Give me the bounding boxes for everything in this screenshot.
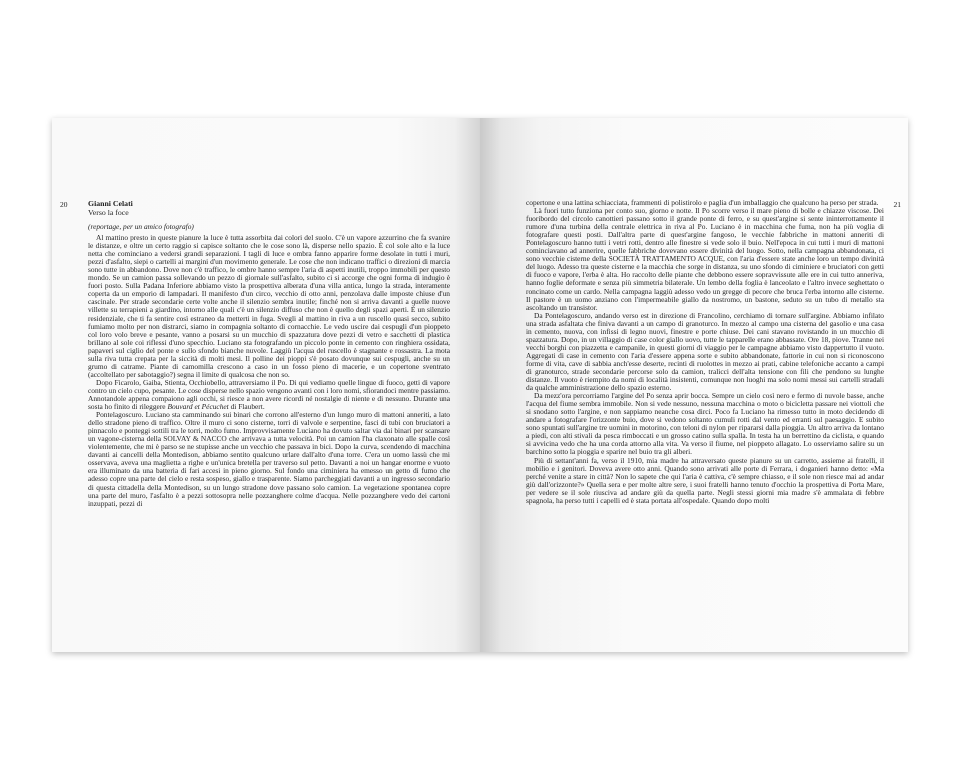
right-page — [480, 118, 908, 652]
article-subtitle: (reportage, per un amico fotografo) — [88, 222, 194, 231]
paragraph: Da mezz'ora percorriamo l'argine del Po senza aprir bocca. Sempre un cielo così nero e fermo di nuvole basse, anche l'acqua del fiume sembra immobile. Non si vede nessuno, nessuna macchina o moto o bicicletta passare nei viottoli che si snodano sotto l'argine, e non sappiamo neanche cosa dirci. Poco fa Luciano ha rimesso tutto in moto decidendo di andare a fotografare l'orizzonte buio, dove si vedono soltanto cumuli rotti dal vento ed erranti sul paesaggio. E subito sono spuntati sull'argine tre uomini in motorino, con teloni di nylon per ripararsi dalla pioggia. Un altro arriva da lontano a piedi, con alti stivali da pesca rimboccati e un grosso catino sulla spalla. In testa ha un berrettino da ciclista, e quando si avvicina vedo che ha una corda attorno alla vita. Va verso il fiume, nel pioppeto allagato. Lo osserviamo salire su un barchino sotto la pioggia e sparire nel buio tra gli alberi. — [526, 391, 884, 457]
book-reference-tail: di Flaubert. — [228, 402, 265, 412]
paragraph-text: Dopo Ficarolo, Gaiba, Stienta, Occhiobello, attraversiamo il Po. Di qui vediamo quelle lingue di fuoco, getti di vapore contro un cielo cupo, pesante. Le cose disperse nello spazio vengono avanti con i loro nomi, sfiorandoci mentre passiamo. Annotandole appena compaiono agli occhi, si riesce a non avere ricordi né nostalgie di niente e di nessuno. Durante una sosta ho finito di rileggere — [88, 377, 450, 412]
article-title: Verso la foce — [88, 208, 129, 217]
left-page — [52, 118, 480, 652]
book-spread — [52, 118, 908, 652]
page-number-left: 20 — [60, 200, 68, 209]
book-reference: Bouvard et Pécuchet — [167, 402, 229, 412]
paragraph: Più di settant'anni fa, verso il 1910, mia madre ha attraversato queste pianure su un carretto, assieme ai fratelli, il mobilio e i genitori. Doveva avere otto anni. Quando sono arrivati alle porte di Ferrara, i doganieri hanno detto: «Ma perché venite a stare in città? Non lo sapete che qui l'aria è cattiva, c'è sempre chiasso, e il sole non riesce mai ad andar giù dall'orizzonte?» Quella sera e per molte altre sere, i suoi fratelli hanno tenuto d'occhio la prospettiva di Porta Mare, per vedere se il sole riusciva ad andare giù da quella parte. Negli stessi giorni mia madre s'è ammalata di febbre spagnola, ha perso tutti i capelli ed è stata portata all'ospedale. Quando dopo molti — [526, 455, 884, 505]
paragraph: Là fuori tutto funziona per conto suo, giorno e notte. Il Po scorre verso il mare pieno di bolle e chiazze viscose. Dei fuoribordo del circolo canottieri passano sotto il grande ponte di ferro, e su quest'argine si sente ininterrottamente il rumore d'una turbina della centrale elettrica in riva al Po. Luciano è in macchina che fuma, non ha più voglia di fotografare questi posti. Dall'altra parte di quest'argine fangoso, le vecchie fabbriche in mattoni anneriti di Pontelagoscuro hanno tutti i vetri rotti, dentro alle finestre si vede solo il buio. Nell'epoca in cui tutti i muri di mattoni cominciavano ad annerire, quelle fabbriche dovevano essere divinità del luogo. Sotto, nella campagna abbandonata, ci sono vecchie cisterne della SOCIETÀ TRATTAMENTO ACQUE, con l'aria d'essere state anche loro un tempo divinità del luogo. Adesso tra queste cisterne e la macchia che sorge in distanza, su uno sfondo di ciminiere e bruciatori con getti di fuoco e vapore, l'erba è alta. Ho raccolto delle piante che debbono essere sopravvissute alle ere in cui tutto anneriva, hanno foglie deformate e senza più simmetria bilaterale. Un lembo della foglia è lanceolato e l'altro invece seghettato o roncinato come un cardo. Nella campagna laggiù adesso vedo un gregge di pecore che bruca l'erba intorno alle cisterne. Il pastore è un uomo anziano con l'impermeabile giallo da nostromo, un bastone, seduto su un tubo di metallo sta ascoltando un transistor. — [526, 206, 884, 312]
page-number-right: 21 — [893, 200, 901, 209]
paragraph: Pontelagoscuro. Luciano sta camminando sui binari che corrono all'esterno d'un lungo muro di mattoni anneriti, a lato dello stradone pieno di traffico. Oltre il muro ci sono cisterne, torri di valvole e serpentine, fasci di tubi con bruciatori a pinnacolo e ponteggi sottili tra le torri, molto fumo. Improvvisamente Luciano ha dovuto saltar via dai binari per scansare un vagone-cisterna della SOLVAY & NACCO che arrivava a tutta velocità. Poi un camion l'ha claxonato alle spalle così violentemente, che mi è parso se ne stupisse anche un vecchio che passava in bici. Dopo la curva, scendendo di macchina davanti ai cancelli della Montedison, abbiamo sentito qualcuno urlare dall'alto d'una torre. C'era un uomo lassù che mi osservava, aveva una maglietta a righe e un'unica bretella per traverso sul petto. Davanti a noi un hangar enorme e vuoto era illuminato da una batteria di fari accesi in pieno giorno. Sul fondo una ciminiera ha emesso un getto di fumo che adesso copre una parte del cielo e resta sospeso, giallo e trasparente. Siamo parcheggiati davanti a un ingresso secondario di questa cittadella della Montedison, su un lungo stradone dove passano solo camion. La vegetazione spontanea copre una parte del muro, l'asfalto è a pezzi sottosopra nelle pozzanghere colme d'acqua. Nelle pozzanghere vedo dei cartoni inzuppati, pezzi di — [88, 410, 450, 508]
paragraph: copertone e una lattina schiacciata, frammenti di polistirolo e paglia d'un imballaggio che qualcuno ha perso per strada. — [526, 198, 879, 207]
left-text-column — [88, 199, 450, 508]
paragraph — [88, 379, 450, 411]
author-name: Gianni Celati — [88, 199, 133, 208]
paragraph: Da Pontelagoscuro, andando verso est in direzione di Francolino, cerchiamo di tornare sull'argine. Abbiamo infilato una strada asfaltata che finiva davanti a un campo di granoturco. In mezzo al campo una cisterna del gasolio e una casa in cemento, nuova, con infissi di legno nuovi, finestre e porte chiuse. Dei cani stavano rovistando in un mucchio di spazzatura. Dopo, in un villaggio di case color giallo uovo, tutte le tapparelle erano abbassate. Ore 18, piove. Tranne nei vecchi borghi con piazzetta e campanile, in questi giorni di viaggio per le campagne abbiamo visto dappertutto il vuoto. Aggregati di case in cemento con l'aria d'essere appena sorte e subito abbandonate, fattorie in cui non si riconoscono forme di vita, cave di sabbia anch'esse deserte, recinti di ruolottes in mezzo ai prati, cabine telefoniche accanto a campi di granoturco, strade secondarie percorse solo da camion, tralicci dell'alta tensione con fili che pendono su lunghe distanze. Il vuoto è riempito da nomi di località insistenti, comunque non luoghi ma solo nomi messi sui cartelli stradali da qualche amministrazione dello spazio esterno. — [526, 310, 884, 393]
right-text-column — [526, 199, 884, 505]
paragraph: Al mattino presto in queste pianure la luce è tutta assorbita dai colori del suolo. C'è un vapore azzurrino che fa svanire le distanze, e oltre un certo raggio si capisce soltanto che le cose sono là, disperse nello spazio. È col sole alto e la luce netta che cominciano a vedersi grandi separazioni. I tagli di luce e ombra fanno apparire forme desolate in tutti i muri, pezzi d'asfalto, siepi o cartelli ai margini d'un movimento generale. Le cose che non indicano traffici o direzioni di marcia sono tutte in abbandono. Dove non c'è traffico, le ombre hanno sempre l'aria di aspetti inutili, troppo immobili per questo mondo. Se un camion passa sollevando un pezzo di giornale sull'asfalto, subito ci si accorge che ogni forma di indugio è fuori posto. Sulla Padana Inferiore abbiamo visto la prospettiva alberata d'una villa antica, lungo la strada, interamente coperta da un emporio di lampadari. Il manifesto d'un circo, vecchio di otto anni, penzolava dalle imposte chiuse d'un cascinale. Per strade secondarie certe volte anche il silenzio sembra inutile; finché non si arriva davanti a quelle nuove villette su terrapieni a giardino, intorno alle quali c'è un silenzio diffuso che non è quello degli spazi aperti. È un silenzio residenziale, che ti fa sentire così estraneo da metterti in fuga. Svegli al mattino in riva a un ruscello quasi secco, subito fumiamo molto per non distrarci, siamo in compagnia soltanto di cornacchie. Le vedo uscire dai cespugli d'un pioppeto col loro volo breve e pesante, vanno a posarsi su un mucchio di spazzatura dove pezzi di vetro e sacchetti di plastica brillano al sole coi riflessi d'uno specchio. Luciano sta fotografando un piccolo ponte in cemento con ringhiera ossidata, papaveri sul ciglio del ponte e sullo sfondo bianche nuvole. Laggiù l'acqua del ruscello è stagnante e rossastra. La mota sulla riva tutta crepata per la siccità di molti mesi. Il polline dei pioppi s'è posato dovunque sui cespugli, anche su un grumo di catrame. Piante di camomilla crescono a caso in un fosso pieno di macerie, e un copertone sventrato (accoltellato per sabotaggio?) segna il limite di qualcosa che non so. — [88, 233, 450, 379]
